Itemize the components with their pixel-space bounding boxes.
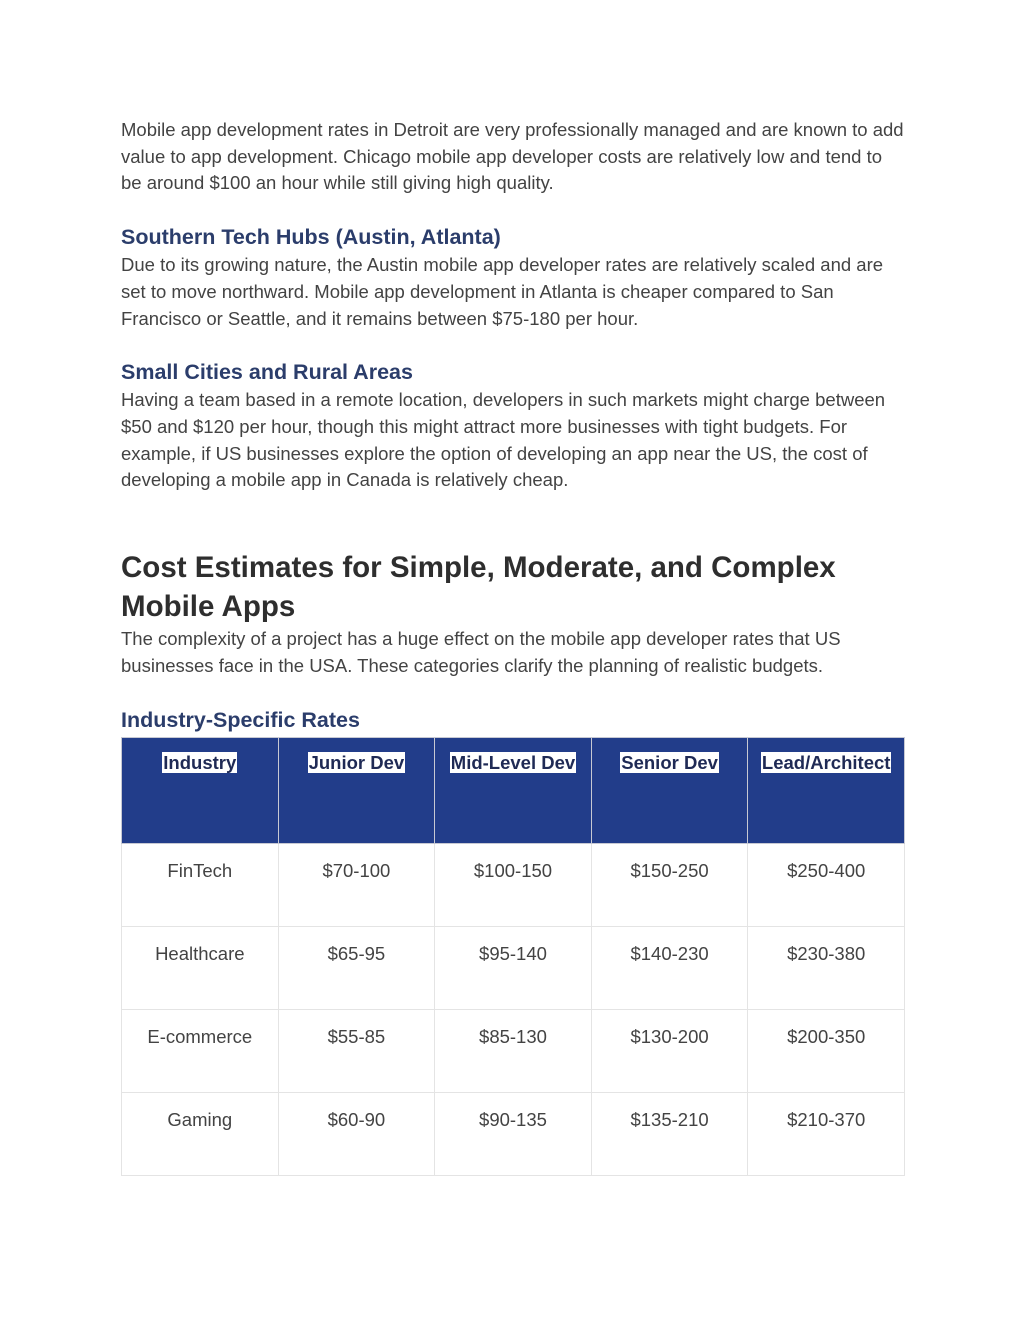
table-cell: $140-230 [591,927,748,1010]
table-row [122,927,905,1010]
small-cities-heading: Small Cities and Rural Areas [121,360,413,385]
header-cell [435,738,592,844]
intro-paragraph: Mobile app development rates in Detroit are very professionally managed and are known to add value to app development. Chicago mobile app developer costs are relatively low and tend to be around $100 an hour while still giving high quality. [121,119,904,194]
table-cell: $60-90 [278,1093,435,1176]
industry-rates-table [121,737,905,1176]
table-cell: $95-140 [435,927,592,1010]
header-lead-architect: Lead/Architect [761,752,891,774]
table-cell: $85-130 [435,1010,592,1093]
table-row [122,1010,905,1093]
small-cities-paragraph: Having a team based in a remote location, developers in such markets might charge between $50 and $120 per hour, though this might attract more businesses with tight budgets. For example, if US businesses explore the option of developing an app near the US, the cost of developing a mobile app in Canada is relatively cheap. [121,389,886,491]
document-page [121,117,905,1176]
header-cell [748,738,905,844]
header-junior-dev: Junior Dev [308,752,405,774]
cost-estimates-paragraph: The complexity of a project has a huge effect on the mobile app developer rates that US businesses face in the USA. These categories clarify the planning of realistic budgets. [121,628,841,676]
table-row [122,844,905,927]
table-cell: $135-210 [591,1093,748,1176]
table-cell: $200-350 [748,1010,905,1093]
header-cell [591,738,748,844]
table-cell: $55-85 [278,1010,435,1093]
table-cell: $150-250 [591,844,748,927]
table-cell: $230-380 [748,927,905,1010]
table-cell: $210-370 [748,1093,905,1176]
header-senior-dev: Senior Dev [621,752,718,774]
table-cell: $130-200 [591,1010,748,1093]
table-cell: Healthcare [122,927,279,1010]
table-cell: $70-100 [278,844,435,927]
table-row [122,1093,905,1176]
table-cell: Gaming [122,1093,279,1176]
table-cell: $65-95 [278,927,435,1010]
header-industry: Industry [163,752,237,774]
southern-tech-hubs-paragraph: Due to its growing nature, the Austin mobile app developer rates are relatively scaled and are set to move northward. Mobile app development in Atlanta is cheaper compared to San Francisco or Seattle, and it remains between $75-180 per hour. [121,254,884,329]
table-cell: $250-400 [748,844,905,927]
industry-rates-heading: Industry-Specific Rates [121,708,360,733]
table-cell: $90-135 [435,1093,592,1176]
table-cell: $100-150 [435,844,592,927]
table-header-row [122,738,905,844]
cost-estimates-heading: Cost Estimates for Simple, Moderate, and Complex Mobile Apps [121,551,836,624]
southern-tech-hubs-heading: Southern Tech Hubs (Austin, Atlanta) [121,225,501,250]
table-cell: FinTech [122,844,279,927]
table-cell: E-commerce [122,1010,279,1093]
header-cell [122,738,279,844]
header-mid-level-dev: Mid-Level Dev [450,752,576,774]
header-cell [278,738,435,844]
